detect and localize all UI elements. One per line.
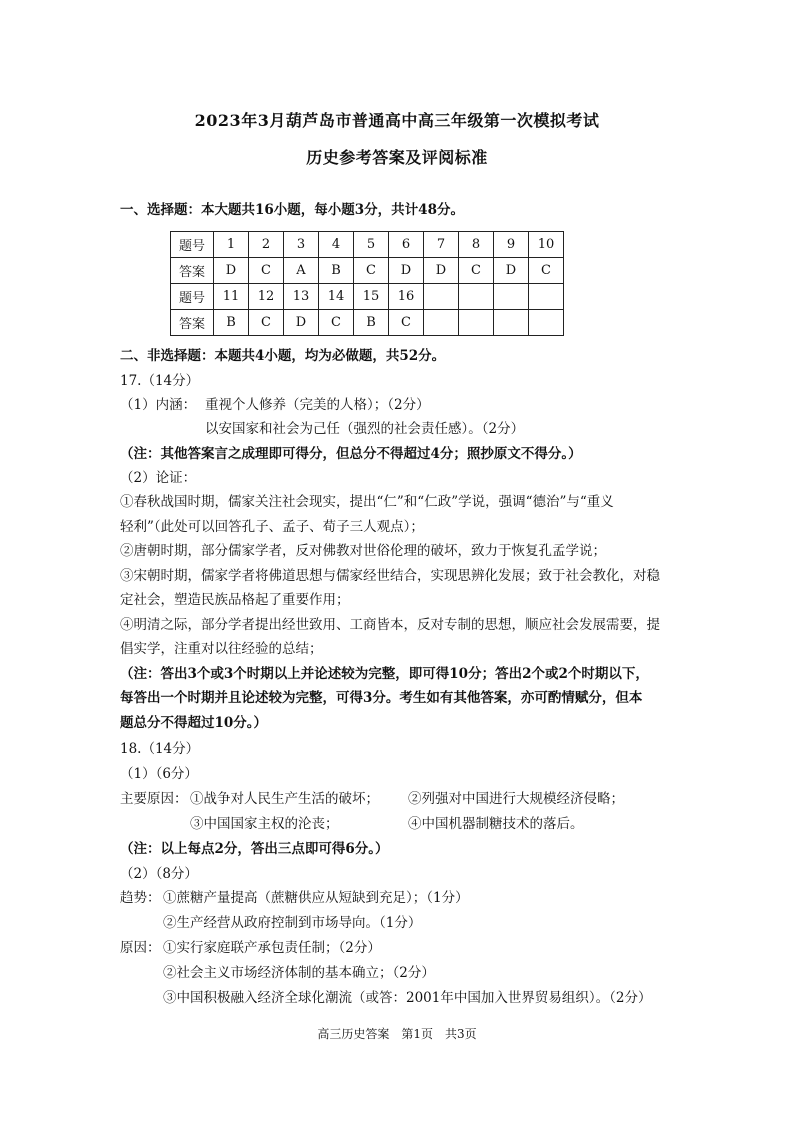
q17-note2-line: 题总分不得超过10分。）	[120, 715, 268, 731]
q17-argument-line: 定社会，塑造民族品格起了重要作用；	[120, 592, 350, 608]
q17-part1-point-a: 重视个人修养（完美的人格）；（2分）	[205, 397, 430, 413]
q18-reason-item: ①战争对人民生产生活的破坏；	[190, 791, 379, 807]
answer-table-cell: 8	[459, 232, 494, 258]
answer-table-cell: C	[249, 258, 284, 284]
answer-table-cell: 1	[214, 232, 249, 258]
answer-table-cell: 12	[249, 284, 284, 310]
q17-note1: （注：其他答案言之成理即可得分，但总分不得超过4分；照抄原文不得分。）	[120, 446, 582, 462]
answer-table-cell: D	[494, 258, 529, 284]
answer-table-row-header: 题号	[171, 284, 214, 310]
answer-table-cell: 7	[424, 232, 459, 258]
answer-table-row-header: 答案	[171, 310, 214, 336]
answer-table-row	[171, 284, 564, 310]
answer-table-cell: C	[459, 258, 494, 284]
answer-table-cell: 13	[284, 284, 319, 310]
answer-table-cell	[494, 310, 529, 336]
answer-table-cell	[529, 310, 564, 336]
q18-reason-item: ④中国机器制糖技术的落后。	[408, 816, 584, 832]
answer-table-cell: 16	[389, 284, 424, 310]
q18-part1-label: （1）（6分）	[120, 766, 198, 782]
answer-table-row	[171, 258, 564, 284]
answer-table-cell: 15	[354, 284, 389, 310]
answer-table-cell	[494, 284, 529, 310]
answer-table-cell: C	[529, 258, 564, 284]
section1-heading: 一、选择题：本大题共16小题，每小题3分，共计48分。	[120, 202, 464, 218]
answer-table	[170, 231, 564, 336]
q17-title: 17.（14分）	[120, 373, 200, 389]
answer-table-cell: B	[354, 310, 389, 336]
answer-table-cell	[459, 310, 494, 336]
q17-note2-line: （注：答出3个或3个时期以上并论述较为完整，即可得10分；答出2个或2个时期以下，	[120, 666, 649, 682]
answer-table-cell: 2	[249, 232, 284, 258]
answer-table-cell: 11	[214, 284, 249, 310]
q18-note: （注：以上每点2分，答出三点即可得6分。）	[120, 841, 389, 857]
q18-trend-item: ①蔗糖产量提高（蔗糖供应从短缺到充足）；（1分）	[163, 890, 469, 906]
q18-cause-label: 原因：	[120, 940, 161, 956]
answer-table-cell	[424, 310, 459, 336]
q18-trend-label: 趋势：	[120, 890, 161, 906]
q18-part2-label: （2）（8分）	[120, 866, 198, 882]
answer-table-cell: 6	[389, 232, 424, 258]
answer-table-row-header: 题号	[171, 232, 214, 258]
answer-table-row	[171, 310, 564, 336]
q17-part1-point-b: 以安国家和社会为己任（强烈的社会责任感）。（2分）	[205, 421, 525, 437]
answer-table-cell: C	[354, 258, 389, 284]
q18-cause-item: ②社会主义市场经济体制的基本确立；（2分）	[163, 965, 435, 981]
answer-table-row	[171, 232, 564, 258]
answer-table-cell: 3	[284, 232, 319, 258]
answer-table-cell: B	[214, 310, 249, 336]
answer-table-cell	[459, 284, 494, 310]
document-subtitle: 历史参考答案及评阅标准	[306, 148, 488, 167]
q18-cause-item: ①实行家庭联产承包责任制；（2分）	[163, 940, 381, 956]
answer-table-cell: 14	[319, 284, 354, 310]
q17-part1-label: （1）内涵：	[120, 397, 197, 413]
q17-argument-line: ③宋朝时期，儒家学者将佛道思想与儒家经世结合，实现思辨化发展；致于社会教化，对稳	[120, 568, 660, 584]
document-title: 2023年3月葫芦岛市普通高中高三年级第一次模拟考试	[194, 111, 600, 130]
answer-table-cell: B	[319, 258, 354, 284]
answer-table-cell: D	[424, 258, 459, 284]
q18-reason-label: 主要原因：	[120, 791, 188, 807]
q17-argument-line: 倡实学，注重对以往经验的总结；	[120, 641, 323, 657]
answer-table-cell: A	[284, 258, 319, 284]
q18-trend-item: ②生产经营从政府控制到市场导向。（1分）	[163, 915, 422, 931]
answer-table-cell: 4	[319, 232, 354, 258]
answer-table-cell: 5	[354, 232, 389, 258]
answer-table-cell: C	[319, 310, 354, 336]
q17-part2-label: （2）论证：	[120, 470, 197, 486]
q18-reason-item: ②列强对中国进行大规模经济侵略；	[408, 791, 624, 807]
answer-table-row-header: 答案	[171, 258, 214, 284]
q17-argument-line: ①春秋战国时期，儒家关注社会现实，提出“仁”和“仁政”学说，强调“德治”与“重义	[120, 494, 614, 510]
answer-table-cell: 9	[494, 232, 529, 258]
answer-table-cell	[529, 284, 564, 310]
answer-table-cell: C	[249, 310, 284, 336]
q18-title: 18.（14分）	[120, 741, 200, 757]
answer-table-cell: D	[284, 310, 319, 336]
q17-argument-line: ②唐朝时期，部分儒家学者，反对佛教对世俗伦理的破坏，致力于恢复孔孟学说；	[120, 543, 606, 559]
page-footer: 高三历史答案 第1页 共3页	[317, 1027, 477, 1041]
answer-table-cell	[424, 284, 459, 310]
q17-argument-line: 轻利”（此处可以回答孔子、孟子、荀子三人观点）；	[120, 519, 424, 535]
answer-table-cell: C	[389, 310, 424, 336]
q17-argument-line: ④明清之际，部分学者提出经世致用、工商皆本，反对专制的思想，顺应社会发展需要，提	[120, 617, 660, 633]
answer-table-cell: D	[389, 258, 424, 284]
section2-heading: 二、非选择题：本题共4小题，均为必做题，共52分。	[120, 348, 446, 364]
answer-table-cell: D	[214, 258, 249, 284]
q18-cause-item: ③中国积极融入经济全球化潮流（或答：2001年中国加入世界贸易组织）。（2分）	[163, 990, 652, 1006]
answer-table-cell: 10	[529, 232, 564, 258]
q18-reason-item: ③中国国家主权的沦丧；	[190, 816, 339, 832]
q17-note2-line: 每答出一个时期并且论述较为完整，可得3分。考生如有其他答案，亦可酌情赋分，但本	[120, 690, 643, 706]
